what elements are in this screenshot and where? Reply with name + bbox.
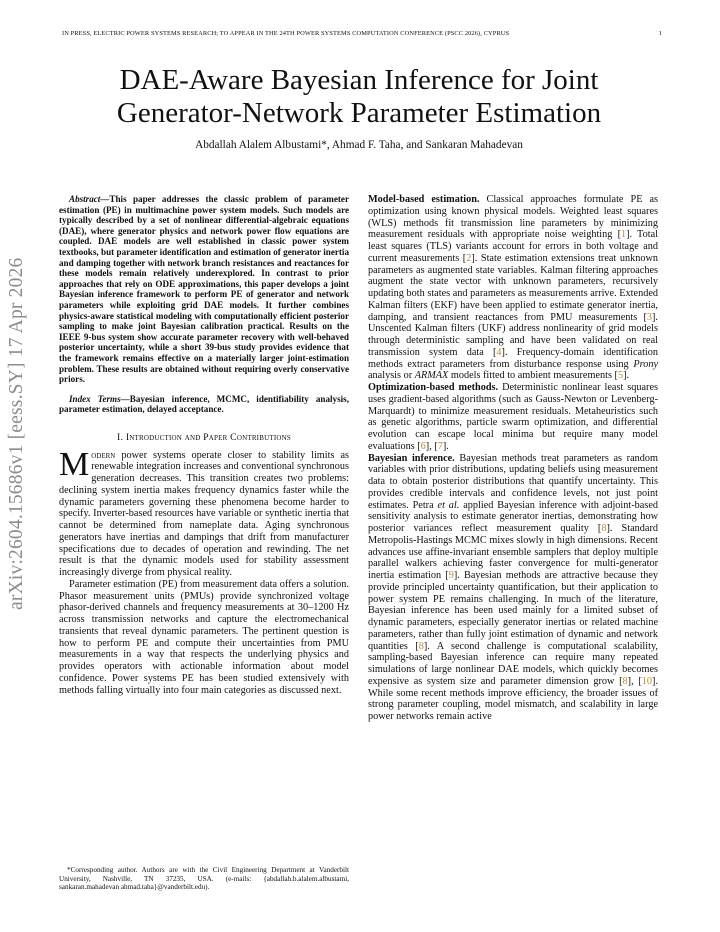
citation-link[interactable]: 4: [496, 346, 502, 358]
citation-link[interactable]: 1: [620, 229, 627, 241]
paragraph-text: Deterministic nonlinear least squares uses gradient-based algorithms (such as Gauss-Newton or Levenberg-Marquardt) to minimize measurement residuals. Metaheuristics such as genetic algorithms, particle swarm optimization, and differential evolution can escape local minima but require many model evaluations [: [368, 382, 658, 452]
optimization-heading: Optimization-based methods.: [368, 382, 499, 393]
intro-paragraph-2: Parameter estimation (PE) from measurement data offers a solution. Phasor measurement units (PMUs) provide synchronized voltage phasor-derived channels and frequency measurements at 30–1200 Hz across transmission networks and capture the electromechanical transients that reveal dynamic parameters. The pertinent question is how to perform PE and compute their uncertainties from PMU measurements in a way that respects the underlying physics and provides operators with actionable information about model confidence. Power systems PE has been studied extensively with methods falling virtually into four main categories as discussed next.: [59, 578, 349, 696]
abstract: [59, 194, 349, 385]
index-terms: [59, 394, 349, 415]
citation-link[interactable]: 10: [641, 675, 653, 687]
paragraph-text: ]. Bayesian methods are attractive because they provide principled uncertainty quantification, but their application to power system PE remains challenging. In much of the literature, Bayesian inference has been used mainly for a limited subset of dynamic parameters, especially generator inertias or related machine parameters, rather than fully joint estimation of dynamic and network quantities [: [368, 570, 658, 652]
index-terms-label: Index Terms—: [69, 393, 130, 404]
citation-link[interactable]: 2: [466, 252, 472, 264]
paragraph-text: ], [: [425, 440, 438, 452]
paragraph-text: Bayesian methods treat parameters as random variables with prior distributions, updating beliefs using measurement data to obtain posterior distributions that quantify uncertainty. This provides credible intervals and confidence levels, not just point estimates. Petra: [368, 452, 658, 511]
citation-link[interactable]: 8: [601, 523, 607, 534]
abstract-text: This paper addresses the classic problem of parameter estimation (PE) in multimachine power system models. Such models are typically described by a set of nonlinear differential-algebraic equations (DAE), where generator physics and network power flow equations are coupled. DAE models are well established in classic power system textbooks, but parameter identification and estimation of generator inertia and damping together with network branch resistances and reactances for these models remain relatively underexplored. In contrast to prior approaches that rely on ODE approximations, this paper develops a joint Bayesian inference framework to perform PE of generator and network parameters while exploiting grid DAE models. It further combines physics-aware statistical modeling with computationally efficient posterior sampling to make joint Bayesian calibration practical. Results on the IEEE 9-bus system show accurate parameter recovery with well-behaved posterior uncertainty, while a short 39-bus study provides evidence that the framework remains effective on a materially larger joint-estimation problem. These results are obtained without requiring overly conservative priors.: [59, 194, 349, 385]
citation-link[interactable]: 8: [418, 640, 424, 652]
et-al: et al.: [437, 499, 460, 511]
intro-paragraph-1: [59, 445, 350, 579]
prony-term: Prony: [633, 358, 659, 370]
paragraph-text: ]. State estimation extensions treat unknown parameters as augmented state variables. Kalman filtering approaches augment the state vector with unknown parameters, recursively updating both states and parameters as measurements arrive. Extended Kalman filters (EKF) have been applied to estimate generator inertia, damping, and transient reactances from PMU measurements [: [368, 252, 658, 323]
optimization-paragraph: [368, 382, 658, 453]
model-based-heading: Model-based estimation.: [368, 194, 480, 205]
bayesian-paragraph: [368, 453, 658, 723]
paragraph-text: ]. Total least squares (TLS) variants account for errors in both voltage and current measurements [: [368, 229, 658, 264]
paragraph-text: ]. A second challenge is computational scalability, sampling-based Bayesian inference can require many repeated simulations of large nonlinear DAE models, which quickly becomes expensive as system size and parameter dimension grow [: [368, 640, 658, 687]
intro-text-1: power systems operate closer to stability limits as renewable integration increases and conventional synchronous generation decreases. This transition creates two problems: declining system inertia makes frequency dynamics faster while the dynamic parameters governing these phenomena become harder to specify. Inverter-based resources have variable or synthetic inertia that cannot be determined from nameplate data. Aging synchronous generators have inertias and dampings that drift from manufacturer specifications due to decades of operation and rewinding. The net result is that the dynamic models used for stability assessment increasingly diverge from physical reality.: [59, 449, 350, 579]
paragraph-text: ]. Unscented Kalman filters (UKF) address nonlinearity of grid models through deterministic sampling and have been validated on real transmission system data [: [368, 311, 658, 358]
paragraph-text: ].: [442, 440, 449, 452]
footnote: *Corresponding author. Authors are with the Civil Engineering Department at Vanderbilt University, Nashville, TN 37235, USA. (e-mails: {abdallah.b.alalem.albustami, sankaran.mahadevan ahmad.taha}@vanderbilt.edu).: [59, 866, 349, 891]
index-terms-text: Bayesian inference, MCMC, identifiability analysis, parameter estimation, delayed acceptance.: [59, 393, 349, 415]
section-heading: [59, 432, 349, 444]
lead-word: odern: [91, 449, 116, 461]
paragraph-text: applied Bayesian inference with adjoint-based sensitivity analysis to estimate generator inertias, demonstrating how posterior variances reflect measurement quality [: [368, 499, 659, 534]
paragraph-text: ]. Standard Metropolis-Hastings MCMC mixes slowly in high dimensions. Recent advances use affine-invariant ensemble samplers that deploy multiple parallel walkers achieving faster convergence for multi-generator inertia estimation [: [368, 523, 658, 581]
paragraph-text: ]. While some recent methods improve efficiency, the broader issues of strong parameter coupling, model mismatch, and scalability in large power networks remain active: [368, 675, 659, 722]
paragraph-text: ], [: [627, 675, 642, 687]
drop-cap: M: [59, 445, 90, 483]
paragraph-text: Classical approaches formulate PE as optimization using known physical models. Weighted least squares (WLS) methods fit transmission line parameters by minimizing measurement residuals with appropriate noise weighting [: [368, 194, 658, 241]
citation-link[interactable]: 6: [420, 440, 426, 452]
left-column: [59, 194, 349, 696]
page-number: 1: [658, 30, 662, 37]
paper-title: DAE-Aware Bayesian Inference for Joint Generator-Network Parameter Estimation: [116, 64, 602, 129]
bayesian-heading: Bayesian inference.: [368, 452, 455, 464]
citation-link[interactable]: 3: [646, 311, 653, 323]
citation-link[interactable]: 7: [437, 440, 443, 452]
section-title: Introduction and Paper Contributions: [125, 431, 291, 443]
citation-link[interactable]: 9: [448, 570, 454, 581]
author-list: Abdallah Alalem Albustami*, Ahmad F. Taha, and Sankaran Mahadevan: [195, 139, 523, 151]
running-header: [62, 30, 662, 37]
paragraph-text: ]. Frequency-domain identification methods extract parameters from disturbance response using: [368, 346, 659, 370]
armax-term: ARMAX: [414, 370, 449, 382]
right-column: [368, 194, 658, 723]
citation-link[interactable]: 5: [617, 370, 624, 382]
paragraph-text: ].: [623, 370, 630, 382]
header-text: IN PRESS, ELECTRIC POWER SYSTEMS RESEARCH; TO APPEAR IN THE 24TH POWER SYSTEMS COMPUTATION CONFERENCE (PSCC 2026), CYPRUS: [62, 30, 510, 37]
paragraph-text: models fitted to ambient measurements [: [450, 370, 618, 382]
abstract-label: Abstract—: [69, 194, 110, 204]
section-number: I.: [117, 431, 124, 443]
model-based-paragraph: [368, 194, 658, 382]
paragraph-text: analysis or: [368, 370, 413, 382]
arxiv-stamp: arXiv:2604.15686v1 [eess.SY] 17 Apr 2026: [6, 257, 27, 610]
citation-link[interactable]: 8: [622, 675, 628, 687]
